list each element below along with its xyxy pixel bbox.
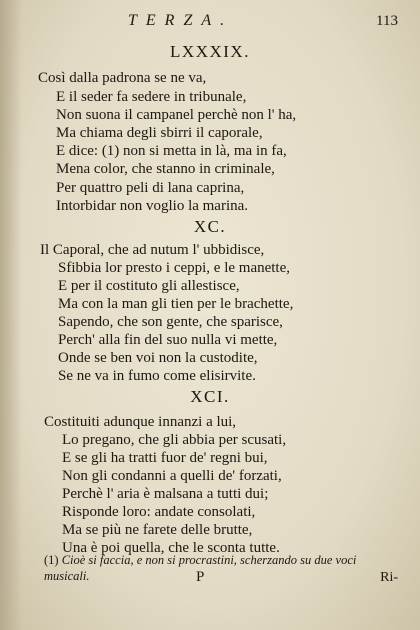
verse-line: E per il costituto gli allestisce, xyxy=(58,278,240,294)
footnote-text: Cioè si faccia, e non si procrastini, scherzando su due voci musicali. xyxy=(44,553,357,583)
stanza-number: XCI. xyxy=(190,387,230,406)
verse-line: E dice: (1) non si metta in là, ma in fa, xyxy=(56,143,287,159)
page-number: 113 xyxy=(376,13,398,29)
verse-line: E se gli ha tratti fuor de' regni bui, xyxy=(62,450,268,466)
verse-line: Intorbidar non voglio la marina. xyxy=(56,198,249,214)
verse-line: Una è poi quella, che le sconta tutte. xyxy=(62,540,280,556)
stanza-number: LXXXIX. xyxy=(170,42,250,61)
verse-line: Risponde loro: andate consolati, xyxy=(62,504,256,520)
verse-line: Sapendo, che son gente, che sparisce, xyxy=(58,314,283,330)
page-footer xyxy=(0,569,420,587)
verse-line: Costituiti adunque innanzi a lui, xyxy=(44,414,237,430)
verse-line: Se ne va in fumo come elisirvite. xyxy=(58,368,256,384)
verse-line: Il Caporal, che ad nutum l' ubbidisce, xyxy=(40,242,265,258)
verse-line: Sfibbia lor presto i ceppi, e le manette, xyxy=(58,260,291,276)
verse-line: Onde se ben voi non la custodite, xyxy=(58,350,258,366)
verse-line: Non suona il campanel perchè non l' ha, xyxy=(56,107,297,123)
verse-line: Così dalla padrona se ne va, xyxy=(38,70,207,86)
catchword: Ri- xyxy=(380,570,398,585)
verse-line: Perch' alla fin del suo nulla vi mette, xyxy=(58,332,278,348)
signature-mark: P xyxy=(196,569,205,585)
verse-line: Per quattro peli di lana caprina, xyxy=(56,180,245,196)
footnote-marker: (1) xyxy=(44,553,59,567)
verse-line: Lo pregano, che gli abbia per scusati, xyxy=(62,432,287,448)
verse-line: E il seder fa sedere in tribunale, xyxy=(56,89,247,105)
page-header xyxy=(0,12,420,36)
verse-line: Ma chiama degli sbirri il caporale, xyxy=(56,125,263,141)
running-head: TERZA. xyxy=(128,12,234,29)
verse-line: Ma se più ne farete delle brutte, xyxy=(62,522,253,538)
page-gutter-shadow xyxy=(0,0,22,630)
verse-line: Perchè l' aria è malsana a tutti dui; xyxy=(62,486,269,502)
verse-line: Non gli condanni a quelli de' forzati, xyxy=(62,468,282,484)
verse-line: Ma con la man gli tien per le brachette, xyxy=(58,296,294,312)
verse-line: Mena color, che stanno in criminale, xyxy=(56,161,275,177)
stanza-number: XC. xyxy=(193,217,227,236)
